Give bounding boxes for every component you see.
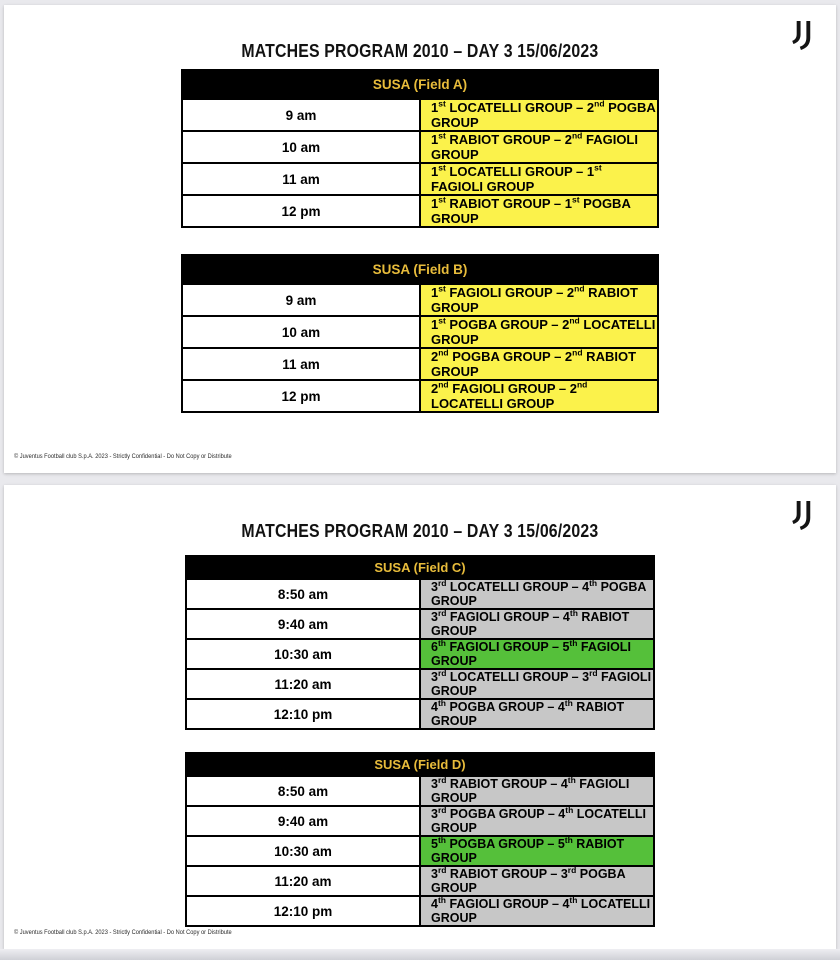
time-cell: 12:10 pm xyxy=(186,896,420,926)
time-cell: 10:30 am xyxy=(186,836,420,866)
match-cell: 6th FAGIOLI GROUP – 5th FAGIOLI GROUP xyxy=(420,639,654,669)
time-cell: 9:40 am xyxy=(186,609,420,639)
match-cell: 1st LOCATELLI GROUP – 1st FAGIOLI GROUP xyxy=(420,163,658,195)
table-row xyxy=(186,776,654,806)
tables-area xyxy=(4,555,836,927)
table-row xyxy=(186,579,654,609)
table-title: SUSA (Field A) xyxy=(182,70,658,99)
match-cell: 2nd POGBA GROUP – 2nd RABIOT GROUP xyxy=(420,348,658,380)
table-title: SUSA (Field C) xyxy=(186,556,654,579)
time-cell: 10 am xyxy=(182,131,420,163)
time-cell: 11:20 am xyxy=(186,866,420,896)
match-cell: 3rd RABIOT GROUP – 4th FAGIOLI GROUP xyxy=(420,776,654,806)
time-cell: 12 pm xyxy=(182,380,420,412)
time-cell: 11:20 am xyxy=(186,669,420,699)
match-cell: 1st POGBA GROUP – 2nd LOCATELLI GROUP xyxy=(420,316,658,348)
table-row xyxy=(186,866,654,896)
table-row xyxy=(182,195,658,227)
match-table xyxy=(185,752,655,927)
page-title: MATCHES PROGRAM 2010 – DAY 3 15/06/2023 xyxy=(241,41,599,61)
table-row xyxy=(186,639,654,669)
match-cell: 3rd LOCATELLI GROUP – 3rd FAGIOLI GROUP xyxy=(420,669,654,699)
match-cell: 1st RABIOT GROUP – 1st POGBA GROUP xyxy=(420,195,658,227)
match-cell: 3rd RABIOT GROUP – 3rd POGBA GROUP xyxy=(420,866,654,896)
table-title: SUSA (Field B) xyxy=(182,255,658,284)
time-cell: 8:50 am xyxy=(186,776,420,806)
confidential-footer: © Juventus Football club S.p.A. 2023 - Strictly Confidential - Do Not Copy or Distribute xyxy=(14,930,232,936)
table-row xyxy=(186,669,654,699)
table-row xyxy=(186,896,654,926)
time-cell: 9:40 am xyxy=(186,806,420,836)
table-row xyxy=(182,284,658,316)
table-title: SUSA (Field D) xyxy=(186,753,654,776)
time-cell: 11 am xyxy=(182,163,420,195)
table-row xyxy=(186,609,654,639)
match-cell: 1st FAGIOLI GROUP – 2nd RABIOT GROUP xyxy=(420,284,658,316)
match-table xyxy=(181,254,659,413)
time-cell: 8:50 am xyxy=(186,579,420,609)
document-page-2 xyxy=(4,485,836,949)
document-page-1 xyxy=(4,5,836,473)
table-row xyxy=(182,99,658,131)
match-table xyxy=(185,555,655,730)
time-cell: 12 pm xyxy=(182,195,420,227)
time-cell: 9 am xyxy=(182,99,420,131)
match-cell: 3rd LOCATELLI GROUP – 4th POGBA GROUP xyxy=(420,579,654,609)
table-row xyxy=(182,316,658,348)
table-row xyxy=(182,348,658,380)
match-cell: 4th FAGIOLI GROUP – 4th LOCATELLI GROUP xyxy=(420,896,654,926)
page-title: MATCHES PROGRAM 2010 – DAY 3 15/06/2023 xyxy=(241,521,599,541)
table-row xyxy=(186,836,654,866)
match-cell: 1st RABIOT GROUP – 2nd FAGIOLI GROUP xyxy=(420,131,658,163)
table-row xyxy=(182,380,658,412)
time-cell: 11 am xyxy=(182,348,420,380)
match-cell: 3rd POGBA GROUP – 4th LOCATELLI GROUP xyxy=(420,806,654,836)
match-table xyxy=(181,69,659,228)
match-cell: 4th POGBA GROUP – 4th RABIOT GROUP xyxy=(420,699,654,729)
table-row xyxy=(186,699,654,729)
confidential-footer: © Juventus Football club S.p.A. 2023 - Strictly Confidential - Do Not Copy or Distribute xyxy=(14,454,232,460)
table-row xyxy=(182,131,658,163)
table-row xyxy=(182,163,658,195)
match-cell: 5th POGBA GROUP – 5th RABIOT GROUP xyxy=(420,836,654,866)
page-edge-shadow xyxy=(0,949,840,960)
time-cell: 10 am xyxy=(182,316,420,348)
match-cell: 2nd FAGIOLI GROUP – 2nd LOCATELLI GROUP xyxy=(420,380,658,412)
juventus-logo xyxy=(789,20,816,51)
table-row xyxy=(186,806,654,836)
match-cell: 3rd FAGIOLI GROUP – 4th RABIOT GROUP xyxy=(420,609,654,639)
time-cell: 12:10 pm xyxy=(186,699,420,729)
match-cell: 1st LOCATELLI GROUP – 2nd POGBA GROUP xyxy=(420,99,658,131)
juventus-logo xyxy=(789,500,816,531)
tables-area xyxy=(4,69,836,413)
time-cell: 10:30 am xyxy=(186,639,420,669)
time-cell: 9 am xyxy=(182,284,420,316)
